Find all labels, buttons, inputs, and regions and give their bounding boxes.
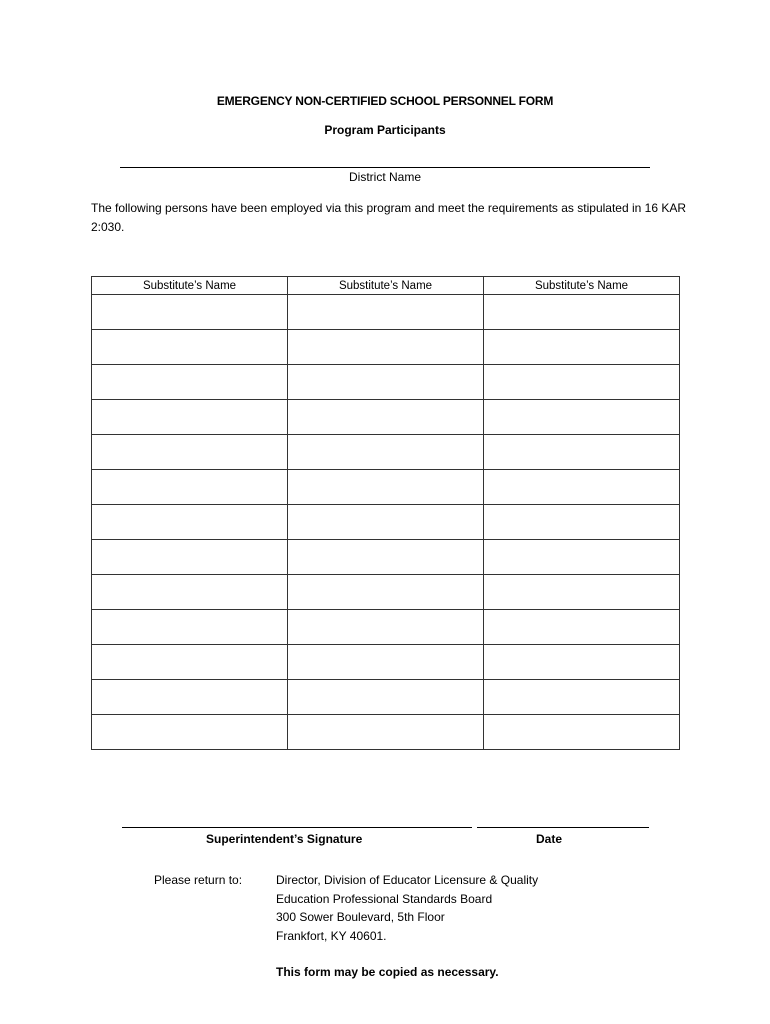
date-label: Date	[536, 832, 563, 846]
substitute-name-cell[interactable]	[92, 610, 288, 645]
form-title: EMERGENCY NON-CERTIFIED SCHOOL PERSONNEL FORM	[216, 94, 554, 108]
substitute-name-cell[interactable]	[288, 680, 484, 715]
address-line-4: Frankfort, KY 40601.	[276, 929, 387, 943]
table-row	[92, 435, 680, 470]
substitute-name-cell[interactable]	[288, 295, 484, 330]
substitute-name-cell[interactable]	[92, 715, 288, 750]
superintendent-signature-label: Superintendent’s Signature	[206, 832, 363, 846]
substitute-name-cell[interactable]	[484, 435, 680, 470]
return-label: Please return to:	[154, 873, 243, 887]
table-row	[92, 365, 680, 400]
substitute-name-cell[interactable]	[92, 470, 288, 505]
table-header-row	[92, 277, 680, 295]
substitute-name-cell[interactable]	[288, 470, 484, 505]
table-row	[92, 540, 680, 575]
substitute-name-cell[interactable]	[92, 645, 288, 680]
substitute-name-cell[interactable]	[288, 365, 484, 400]
table-row	[92, 715, 680, 750]
date-line[interactable]	[477, 818, 649, 828]
substitutes-table	[91, 276, 680, 750]
table-row	[92, 470, 680, 505]
substitute-name-cell[interactable]	[484, 505, 680, 540]
substitute-name-cell[interactable]	[92, 400, 288, 435]
substitute-name-cell[interactable]	[288, 330, 484, 365]
column-header-1: Substitute’s Name	[92, 277, 288, 295]
district-name-line[interactable]	[120, 158, 650, 168]
substitute-name-cell[interactable]	[484, 645, 680, 680]
substitute-name-cell[interactable]	[484, 400, 680, 435]
column-header-3: Substitute’s Name	[484, 277, 680, 295]
table-body	[92, 295, 680, 750]
substitute-name-cell[interactable]	[288, 575, 484, 610]
superintendent-signature-line[interactable]	[122, 818, 472, 828]
address-line-3: 300 Sower Boulevard, 5th Floor	[276, 910, 445, 924]
table-row	[92, 330, 680, 365]
substitute-name-cell[interactable]	[92, 540, 288, 575]
substitute-name-cell[interactable]	[92, 435, 288, 470]
substitute-name-cell[interactable]	[484, 575, 680, 610]
substitute-name-cell[interactable]	[92, 505, 288, 540]
substitute-name-cell[interactable]	[288, 610, 484, 645]
district-name-label: District Name	[348, 170, 421, 184]
substitute-name-cell[interactable]	[92, 575, 288, 610]
substitute-name-cell[interactable]	[484, 680, 680, 715]
substitute-name-cell[interactable]	[288, 645, 484, 680]
address-line-1: Director, Division of Educator Licensure & Quality	[276, 873, 539, 887]
substitute-name-cell[interactable]	[92, 295, 288, 330]
substitute-name-cell[interactable]	[288, 540, 484, 575]
substitute-name-cell[interactable]	[484, 610, 680, 645]
column-header-2: Substitute’s Name	[288, 277, 484, 295]
substitute-name-cell[interactable]	[484, 470, 680, 505]
address-line-2: Education Professional Standards Board	[276, 892, 493, 906]
table-row	[92, 645, 680, 680]
substitute-name-cell[interactable]	[92, 330, 288, 365]
table-row	[92, 575, 680, 610]
table-row	[92, 610, 680, 645]
substitute-name-cell[interactable]	[484, 295, 680, 330]
table-row	[92, 680, 680, 715]
substitute-name-cell[interactable]	[288, 715, 484, 750]
substitute-name-cell[interactable]	[484, 365, 680, 400]
footer-note: This form may be copied as necessary.	[276, 965, 499, 979]
substitute-name-cell[interactable]	[484, 540, 680, 575]
substitute-name-cell[interactable]	[92, 365, 288, 400]
intro-paragraph: The following persons have been employed via this program and meet the requirements as stipulated in 16 KAR 2:030.	[91, 201, 687, 234]
table-row	[92, 505, 680, 540]
table-row	[92, 400, 680, 435]
table-row	[92, 295, 680, 330]
substitute-name-cell[interactable]	[288, 505, 484, 540]
form-subtitle: Program Participants	[324, 123, 446, 137]
substitute-name-cell[interactable]	[92, 680, 288, 715]
substitute-name-cell[interactable]	[484, 330, 680, 365]
substitute-name-cell[interactable]	[288, 400, 484, 435]
substitute-name-cell[interactable]	[484, 715, 680, 750]
substitute-name-cell[interactable]	[288, 435, 484, 470]
